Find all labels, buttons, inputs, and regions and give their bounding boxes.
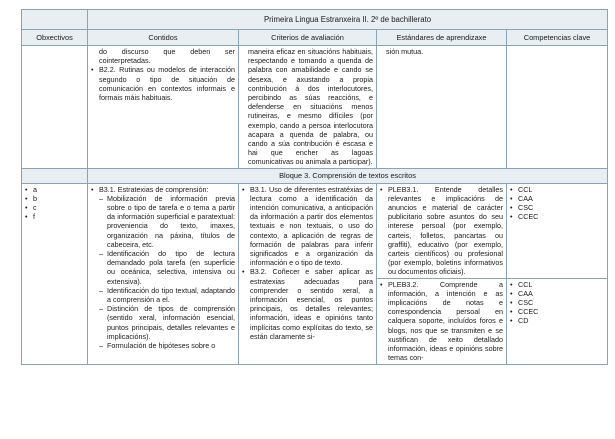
competencia-item: • CCL bbox=[510, 280, 604, 289]
contidos-subitem: – Mobilización de información previa sobre o tipo de tarefa e o tema a partir da información superficial e paratextual: proveniencia do texto, imaxes, organización na páxina, títulos de cabeceira, etc. bbox=[99, 194, 235, 249]
competencias-list bbox=[510, 185, 604, 222]
criterios-cell bbox=[239, 46, 377, 169]
competencia-item: • CAA bbox=[510, 289, 604, 298]
contidos-sublist bbox=[91, 194, 235, 350]
competencia-item: • CCL bbox=[510, 185, 604, 194]
estandares-cell bbox=[377, 183, 507, 278]
curriculum-table bbox=[21, 9, 608, 365]
contidos-cell bbox=[88, 183, 239, 364]
estandares-cell bbox=[377, 278, 507, 364]
table-row bbox=[22, 183, 608, 278]
col-header-obxectivos: Obxectivos bbox=[22, 30, 88, 46]
criterio-item: • B3.1. Uso de diferentes estratéxias de lectura como a identificación da intención comunicativa, a anticipación da información a partir dos elementos textuais e non textuais, o uso do contexto, a aplicación de regras de formación de palabras para inferir significados e a organización da información e o tipo de texto. bbox=[242, 185, 373, 268]
corner-cell bbox=[22, 10, 88, 30]
competencias-cell bbox=[507, 278, 608, 364]
contidos-cell bbox=[88, 46, 239, 169]
table-title: Primeira Lingua Estranxeira II. 2º de bachillerato bbox=[88, 10, 608, 30]
contidos-subitem: – Identificación do tipo de lectura demandado pola tarefa (en superficie ou oceánica, selectiva, intensiva ou extensiva). bbox=[99, 249, 235, 286]
block-title: Bloque 3. Comprensión de textos escritos bbox=[88, 168, 608, 183]
competencias-cell-empty bbox=[507, 46, 608, 169]
block-empty-cell bbox=[22, 168, 88, 183]
objectives-cell-empty bbox=[22, 46, 88, 169]
competencia-item: • CCEC bbox=[510, 212, 604, 221]
estandar-item: • PLEB3.1. Entende detalles relevantes e implicacións de anuncios e material de carácter publicitario sobre asuntos do seu interese persoal (por exemplo, carteis, folletos, pancartas ou graffiti), educativo (por exemplo, carteis científicos) ou profesional (por exemplo, boletins informativos ou documentos oficiais). bbox=[380, 185, 503, 277]
contidos-heading: • B3.1. Estratexias de comprensión: bbox=[91, 185, 235, 194]
contidos-item: • B2.2. Rutinas ou modelos de interacción segundo o tipo de situación de comunicación en contextos informais e formais máis habituais. bbox=[91, 65, 235, 102]
criterio-item: • B3.2. Coñecer e saber aplicar as estratexias adecuadas para comprender o sentido xeral, a información esencial, os puntos principais, os detalles relevantes; información, ideas e opinións tanto implícitas como explícitas do texto, se están claramente si- bbox=[242, 267, 373, 341]
block-row bbox=[22, 168, 608, 183]
col-header-criterios: Criterios de avaliación bbox=[239, 30, 377, 46]
col-header-estandares: Estándares de aprendizaxe bbox=[377, 30, 507, 46]
col-header-competencias: Competencias clave bbox=[507, 30, 608, 46]
contidos-subitem: – Identificación do tipo textual, adaptando a comprensión a el. bbox=[99, 286, 235, 304]
objective-item: • c bbox=[25, 203, 84, 212]
title-row bbox=[22, 10, 608, 30]
objectives-cell bbox=[22, 183, 88, 364]
competencia-item: • CCEC bbox=[510, 307, 604, 316]
estandares-cell bbox=[377, 46, 507, 169]
competencia-item: • CD bbox=[510, 316, 604, 325]
competencias-cell bbox=[507, 183, 608, 278]
contidos-subitem: – Formulación de hipóteses sobre o bbox=[99, 341, 235, 350]
estandar-item: • PLEB3.2. Comprende a información, a intención e as implicacións de notas e correspondencia persoal en calquera soporte, incluídos foros e blogs, nos que se transmiten e se xustifican de xeito detallado información, ideas e opinións sobre temas con- bbox=[380, 280, 503, 363]
competencia-item: • CSC bbox=[510, 298, 604, 307]
contidos-subitem: – Distinción de tipos de comprensión (sentido xeral, información esencial, puntos principais, detalles relevantes e implicacións). bbox=[99, 304, 235, 341]
estandares-text: sión mutua. bbox=[386, 47, 424, 56]
competencia-item: • CAA bbox=[510, 194, 604, 203]
objective-item: • b bbox=[25, 194, 84, 203]
table-row bbox=[22, 46, 608, 169]
objectives-list bbox=[25, 185, 84, 222]
col-header-contidos: Contidos bbox=[88, 30, 239, 46]
criterios-text: maneira eficaz en situacións habituais, respectando e tomando a quenda de palabra con amabilidade e cando se desexa, e axustando a propia contribución á dos interlocutores, percibindo as súas reaccións, e defenderse en situacións menos rutineiras, e mesmo difíciles (por exemplo, cando a persoa interlocutora acapara a quenda de palabra, ou cando a súa contribución é escasa e hai que encher as lagoas comunicativas ou animala a participar). bbox=[248, 47, 373, 167]
contidos-continuation: do discurso que deben ser cointerpretadas. bbox=[99, 47, 235, 66]
objective-item: • f bbox=[25, 212, 84, 221]
objective-item: • a bbox=[25, 185, 84, 194]
criterios-cell bbox=[239, 183, 377, 364]
column-header-row bbox=[22, 30, 608, 46]
competencias-list bbox=[510, 280, 604, 326]
competencia-item: • CSC bbox=[510, 203, 604, 212]
